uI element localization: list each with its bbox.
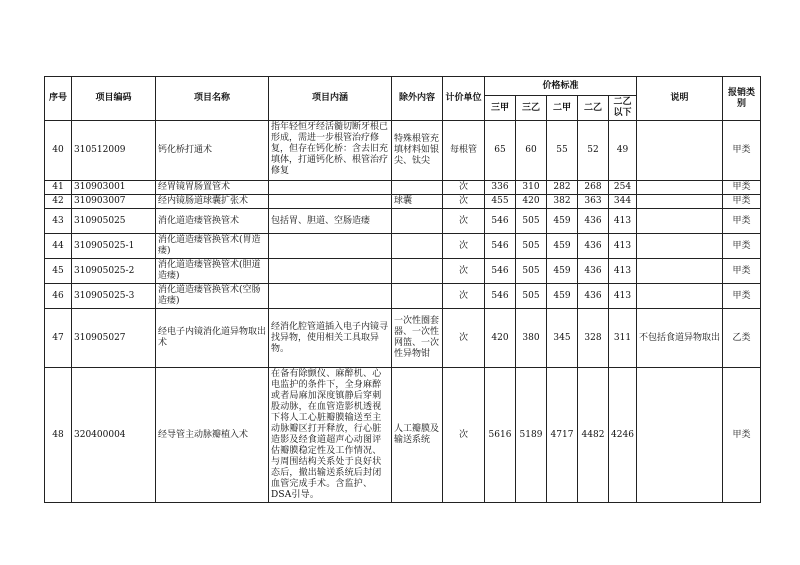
cell-except [392,209,443,234]
cell-unit: 每根管 [443,121,485,181]
table-row [45,181,761,195]
col-code-header: 项目编码 [72,77,156,121]
col-unit-header: 计价单位 [443,77,485,121]
cell-price: 282 [547,181,578,195]
cell-seq: 46 [45,284,72,309]
col-price-header: 二乙 [578,96,609,121]
cell-note [637,368,723,503]
cell-unit: 次 [443,234,485,259]
cell-seq: 40 [45,121,72,181]
table-row [45,309,761,368]
cell-category: 乙类 [723,309,761,368]
cell-price: 4246 [609,368,637,503]
cell-note [637,121,723,181]
cell-except: 一次性圈套器、一次性网篮、一次性异物钳 [392,309,443,368]
col-price-header: 三乙 [516,96,547,121]
cell-price: 363 [578,195,609,209]
cell-price: 254 [609,181,637,195]
cell-name: 消化道造瘘管换管术(胆道造瘘) [156,259,269,284]
cell-note [637,195,723,209]
cell-except: 特殊根管充填材料如银尖、钛尖 [392,121,443,181]
cell-category: 甲类 [723,181,761,195]
table-row [45,121,761,181]
cell-price: 4717 [547,368,578,503]
table-row [45,234,761,259]
cell-name: 钙化桥打通术 [156,121,269,181]
col-price-header: 二乙以下 [609,96,637,121]
cell-code: 310512009 [72,121,156,181]
cell-price: 505 [516,209,547,234]
cell-price: 5616 [485,368,516,503]
cell-code: 310903007 [72,195,156,209]
cell-note [637,181,723,195]
cell-content [269,284,392,309]
cell-price: 459 [547,234,578,259]
table-row [45,195,761,209]
cell-price: 546 [485,209,516,234]
cell-code: 310905027 [72,309,156,368]
cell-note [637,259,723,284]
cell-code: 310905025-1 [72,234,156,259]
cell-category: 甲类 [723,209,761,234]
cell-price: 52 [578,121,609,181]
cell-category: 甲类 [723,259,761,284]
cell-price: 380 [516,309,547,368]
col-seq-header: 序号 [45,77,72,121]
cell-note [637,234,723,259]
cell-price: 546 [485,259,516,284]
col-except-header: 除外内容 [392,77,443,121]
cell-except [392,284,443,309]
cell-unit: 次 [443,181,485,195]
cell-seq: 42 [45,195,72,209]
cell-seq: 43 [45,209,72,234]
cell-unit: 次 [443,368,485,503]
cell-name: 经电子内镜消化道异物取出术 [156,309,269,368]
cell-seq: 47 [45,309,72,368]
cell-note [637,209,723,234]
cell-content [269,234,392,259]
cell-except [392,234,443,259]
cell-seq: 45 [45,259,72,284]
cell-except [392,259,443,284]
cell-price: 413 [609,209,637,234]
cell-name: 经导管主动脉瓣植入术 [156,368,269,503]
cell-content [269,259,392,284]
cell-code: 310905025-3 [72,284,156,309]
cell-unit: 次 [443,209,485,234]
cell-price: 436 [578,259,609,284]
cell-price: 505 [516,259,547,284]
table-row [45,284,761,309]
cell-seq: 41 [45,181,72,195]
cell-category: 甲类 [723,234,761,259]
table-row [45,259,761,284]
cell-price: 420 [485,309,516,368]
cell-note: 不包括食道异物取出 [637,309,723,368]
cell-name: 经胃镜胃肠置管术 [156,181,269,195]
fee-table [44,76,761,503]
cell-category: 甲类 [723,121,761,181]
cell-content: 在备有除颤仪、麻醉机、心电监护的条件下，全身麻醉或者局麻加深度镇静后穿刺股动脉，在血管造影机透视下将人工心脏瓣膜输送至主动脉瓣区打开释放，行心脏造影及经食道超声心动图评估瓣膜稳定性及工作情况、与周围结构关系处于良好状态后，撤出输送系统后封闭血管完成手术。含监护、DSA引导。 [269,368,392,503]
cell-seq: 44 [45,234,72,259]
col-price-header: 二甲 [547,96,578,121]
header-row [45,77,761,96]
cell-price: 436 [578,234,609,259]
cell-name: 经内镜肠道球囊扩张术 [156,195,269,209]
cell-price: 311 [609,309,637,368]
table-row [45,209,761,234]
cell-price: 328 [578,309,609,368]
cell-price: 345 [547,309,578,368]
cell-content [269,195,392,209]
cell-price: 459 [547,259,578,284]
cell-price: 65 [485,121,516,181]
cell-content: 包括胃、胆道、空肠造瘘 [269,209,392,234]
cell-category: 甲类 [723,368,761,503]
col-note-header: 说明 [637,77,723,121]
cell-price: 546 [485,284,516,309]
cell-category: 甲类 [723,284,761,309]
col-name-header: 项目名称 [156,77,269,121]
cell-unit: 次 [443,259,485,284]
cell-name: 消化道造瘘管换管术(胃造瘘) [156,234,269,259]
cell-price: 546 [485,234,516,259]
cell-price: 5189 [516,368,547,503]
cell-unit: 次 [443,284,485,309]
cell-price: 60 [516,121,547,181]
col-price-header: 三甲 [485,96,516,121]
cell-content: 经消化腔管道插入电子内镜寻找异物，使用相关工具取异物。 [269,309,392,368]
cell-price: 268 [578,181,609,195]
cell-name: 消化道造瘘管换管术(空肠造瘘) [156,284,269,309]
cell-price: 505 [516,234,547,259]
cell-code: 310905025 [72,209,156,234]
cell-code: 320400004 [72,368,156,503]
cell-price: 55 [547,121,578,181]
cell-price: 459 [547,209,578,234]
col-content-header: 项目内涵 [269,77,392,121]
cell-price: 436 [578,284,609,309]
cell-content [269,181,392,195]
cell-content: 指年轻恒牙经活髓切断牙根已形成，需进一步根管治疗修复，但存在钙化桥：含去旧充填体，打通钙化桥、根管治疗修复 [269,121,392,181]
cell-price: 420 [516,195,547,209]
cell-price: 455 [485,195,516,209]
cell-name: 消化道造瘘管换管术 [156,209,269,234]
cell-price: 310 [516,181,547,195]
cell-price: 344 [609,195,637,209]
cell-price: 505 [516,284,547,309]
cell-unit: 次 [443,309,485,368]
cell-except: 人工瓣膜及输送系统 [392,368,443,503]
cell-price: 436 [578,209,609,234]
cell-except: 球囊 [392,195,443,209]
cell-seq: 48 [45,368,72,503]
cell-category: 甲类 [723,195,761,209]
cell-price: 4482 [578,368,609,503]
cell-price: 413 [609,284,637,309]
cell-price: 382 [547,195,578,209]
col-category-header: 报销类别 [723,77,761,121]
cell-unit: 次 [443,195,485,209]
cell-except [392,181,443,195]
cell-price: 413 [609,234,637,259]
cell-price: 459 [547,284,578,309]
cell-price: 49 [609,121,637,181]
cell-code: 310905025-2 [72,259,156,284]
cell-code: 310903001 [72,181,156,195]
cell-price: 336 [485,181,516,195]
cell-price: 413 [609,259,637,284]
cell-note [637,284,723,309]
table-row [45,368,761,503]
col-price-group-header: 价格标准 [485,77,637,96]
